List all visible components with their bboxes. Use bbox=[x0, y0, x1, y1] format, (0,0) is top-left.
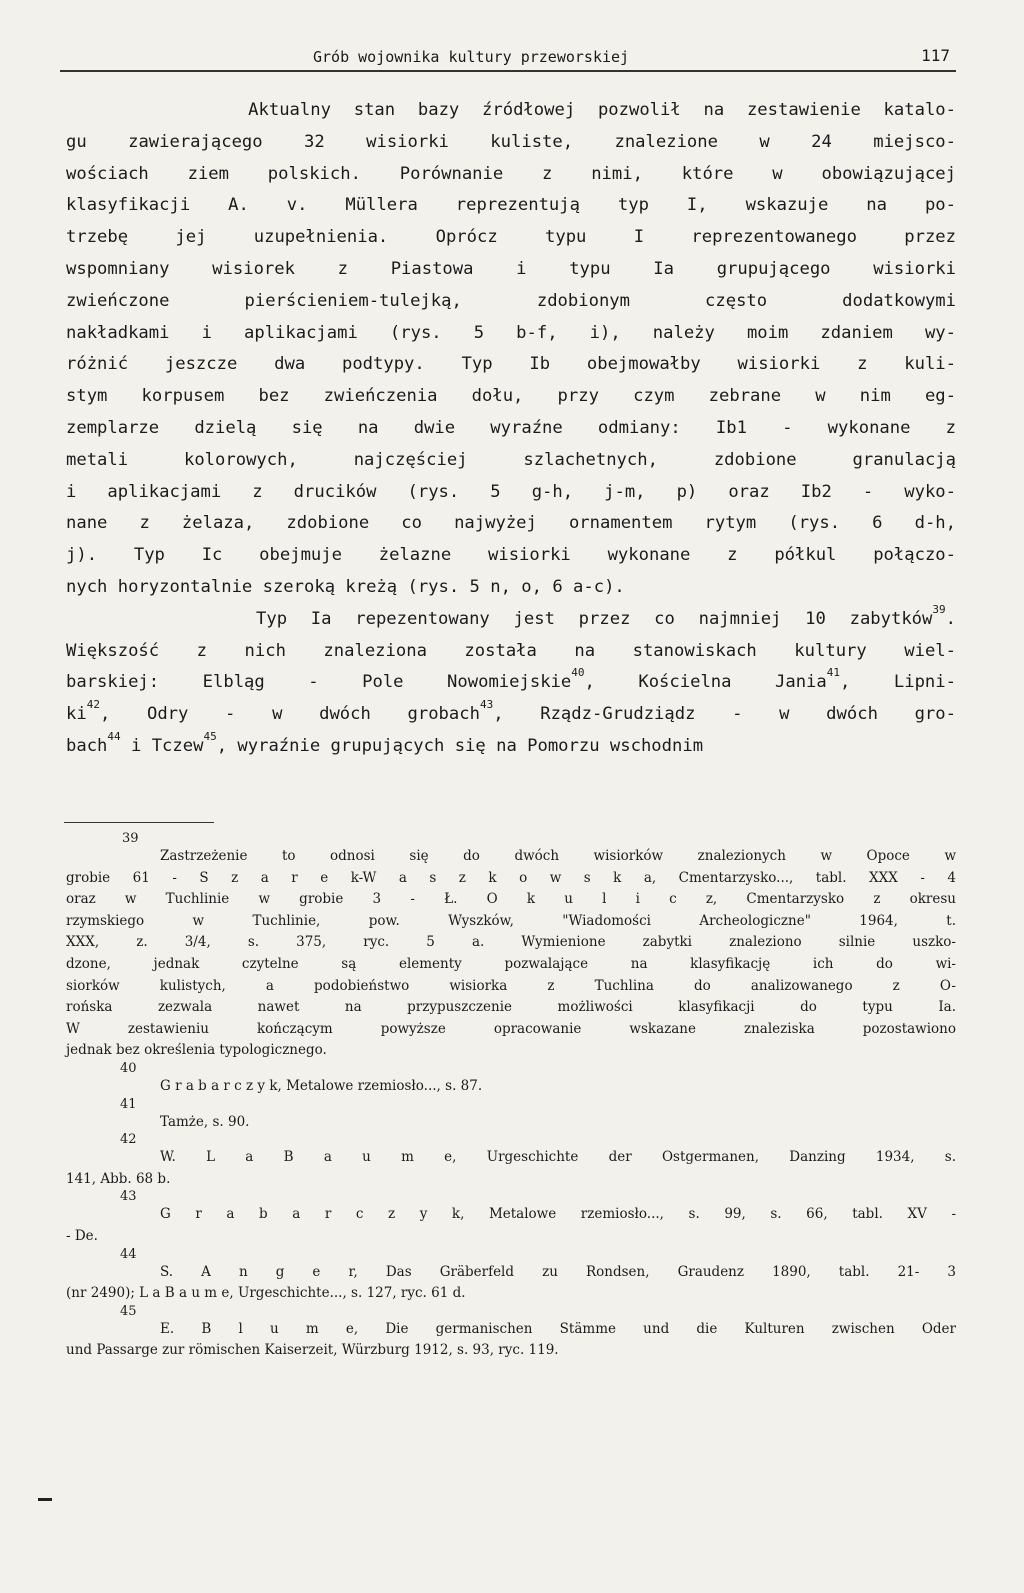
footnote-line: rońska zezwala nawet na przypuszczenie możliwości klasyfikacji do typu Ia. bbox=[66, 999, 956, 1016]
footnote-45 bbox=[66, 1305, 956, 1362]
line-tail: , Rządz-Grudziądz - w dwóch gro- bbox=[493, 704, 956, 725]
text-line bbox=[66, 159, 956, 191]
text-line: nych horyzontalnie szeroką kreżą (rys. 5 n, o, 6 a-c). bbox=[66, 576, 625, 597]
footnote-line: G r a b a r c z y k, Metalowe rzemiosło..., s. 99, s. 66, tabl. XV - bbox=[160, 1206, 956, 1223]
footnote-rule bbox=[64, 822, 214, 823]
footnote-42 bbox=[66, 1133, 956, 1190]
line-tail: . bbox=[945, 608, 956, 629]
line-start: bach bbox=[66, 735, 108, 756]
footnote-number: 42 bbox=[120, 1132, 137, 1148]
footnote-line: 141, Abb. 68 b. bbox=[66, 1170, 171, 1187]
footnote-number: 43 bbox=[120, 1189, 137, 1205]
footnote-number: 41 bbox=[120, 1096, 137, 1112]
footnote-line: S. A n g e r, Das Gräberfeld zu Rondsen, Graudenz 1890, tabl. 21- 3 bbox=[160, 1263, 956, 1280]
footnote-40 bbox=[66, 1062, 956, 1098]
main-text bbox=[66, 95, 956, 763]
line-start: ki bbox=[66, 704, 87, 725]
footnote-line: E. B l u m e, Die germanischen Stämme und die Kulturen zwischen Oder bbox=[160, 1320, 956, 1337]
footnote-ref[interactable]: 43 bbox=[479, 698, 494, 712]
text-line: metali kolorowych, najczęściej szlachetnych, zdobione granulacją bbox=[66, 449, 956, 470]
footnote-line: - De. bbox=[66, 1227, 98, 1244]
footnote-line: rzymskiego w Tuchlinie, pow. Wyszków, "Wiadomości Archeologiczne" 1964, t. bbox=[66, 912, 956, 929]
header-rule bbox=[60, 70, 956, 72]
footnote-line: Tamże, s. 90. bbox=[160, 1113, 250, 1130]
text-line: nakładkami i aplikacjami (rys. 5 b-f, i), należy moim zdaniem wy- bbox=[66, 322, 956, 343]
text-line-3: wościach ziem polskich. Porównanie z nimi, które w obowiązującej bbox=[66, 163, 956, 184]
line-mid: , Kościelna Jania bbox=[584, 672, 827, 693]
footnote-line: siorków kulistych, a podobieństwo wisiorka z Tuchlina do analizowanego z O- bbox=[66, 977, 956, 994]
footnote-line: jednak bez określenia typologicznego. bbox=[66, 1042, 327, 1059]
margin-mark bbox=[38, 1498, 52, 1501]
text-line: Większość z nich znaleziona została na stanowiskach kultury wiel- bbox=[66, 640, 956, 661]
footnote-43 bbox=[66, 1190, 956, 1247]
text-line: klasyfikacji A. v. Müllera reprezentują typ I, wskazuje na po- bbox=[66, 195, 956, 216]
line-tail: , Lipni- bbox=[840, 672, 956, 693]
text-line: gu zawierającego 32 wisiorki kuliste, znalezione w 24 miejsco- bbox=[66, 131, 956, 152]
text-line: trzebę jej uzupełnienia. Oprócz typu I reprezentowanego przez bbox=[66, 227, 956, 248]
footnote-number: 39 bbox=[122, 831, 139, 846]
text-line: Aktualny stan bazy źródłowej pozwolił na zestawienie katalo- bbox=[66, 100, 956, 120]
text-line: wspomniany wisiorek z Piastowa i typu Ia grupującego wisiorki bbox=[66, 258, 956, 279]
footnote-44 bbox=[66, 1248, 956, 1305]
text-line: stym korpusem bez zwieńczenia dołu, przy czym zebrane w nim eg- bbox=[66, 386, 956, 407]
text-line bbox=[66, 604, 956, 636]
text-line: i aplikacjami z drucików (rys. 5 g-h, j-m, p) oraz Ib2 - wyko- bbox=[66, 481, 956, 502]
line-tail: , wyraźnie grupujących się na Pomorzu wschodnim bbox=[216, 735, 704, 756]
footnote-number: 44 bbox=[120, 1246, 137, 1262]
footnote-line: und Passarge zur römischen Kaiserzeit, Würzburg 1912, s. 93, ryc. 119. bbox=[66, 1342, 559, 1359]
text-line: zwieńczone pierścieniem-tulejką, zdobionym często dodatkowymi bbox=[66, 290, 956, 311]
footnote-ref[interactable]: 44 bbox=[107, 729, 121, 743]
text-line bbox=[66, 699, 956, 731]
footnote-line: (nr 2490); L a B a u m e, Urgeschichte..., s. 127, ryc. 61 d. bbox=[66, 1285, 466, 1302]
text-line: nane z żelaza, zdobione co najwyżej ornamentem rytym (rys. 6 d-h, bbox=[66, 513, 956, 534]
running-header bbox=[60, 44, 956, 70]
footnote-line: Zastrzeżenie to odnosi się do dwóch wisiorków znalezionych w Opoce w bbox=[160, 848, 956, 864]
text-line: zemplarze dzielą się na dwie wyraźne odmiany: Ib1 - wykonane z bbox=[66, 417, 956, 438]
footnote-ref[interactable]: 42 bbox=[86, 698, 100, 712]
line-mid: i Tczew bbox=[120, 735, 204, 756]
footnote-41 bbox=[66, 1098, 956, 1134]
footnote-39 bbox=[66, 832, 956, 1062]
footnote-ref[interactable]: 41 bbox=[826, 666, 841, 680]
footnote-ref[interactable]: 45 bbox=[203, 729, 217, 743]
line-start: barskiej: Elbląg - Pole Nowomiejskie bbox=[66, 672, 572, 693]
footnote-line: W. L a B a u m e, Urgeschichte der Ostgermanen, Danzing 1934, s. bbox=[160, 1149, 956, 1166]
footnote-line: G r a b a r c z y k, Metalowe rzemiosło..., s. 87. bbox=[160, 1077, 483, 1094]
footnote-ref[interactable]: 39 bbox=[932, 602, 946, 616]
running-title: Grób wojownika kultury przeworskiej bbox=[313, 48, 630, 66]
footnote-ref[interactable]: 40 bbox=[571, 666, 585, 680]
text-line: j). Typ Ic obejmuje żelazne wisiorki wykonane z półkul połączo- bbox=[66, 545, 956, 566]
text-line bbox=[66, 731, 956, 763]
footnote-line: dzone, jednak czytelne są elementy pozwalające na klasyfikację ich do wi- bbox=[66, 955, 956, 972]
text-line bbox=[66, 667, 956, 699]
footnote-line: XXX, z. 3/4, s. 375, ryc. 5 a. Wymienione zabytki znaleziono silnie uszko- bbox=[66, 934, 956, 951]
footnote-line: oraz w Tuchlinie w grobie 3 - Ł. O k u l i c z, Cmentarzysko z okresu bbox=[66, 891, 956, 908]
footnotes bbox=[66, 832, 956, 1362]
text-line-17: Typ Ia repezentowany jest przez co najmniej 10 zabytków bbox=[66, 608, 933, 629]
footnote-number: 40 bbox=[120, 1060, 137, 1076]
page-number: 117 bbox=[921, 46, 950, 65]
line-mid: , Odry - w dwóch grobach bbox=[99, 704, 480, 725]
footnote-line: W zestawieniu kończącym powyższe opracowanie wskazane znaleziska pozostawiono bbox=[66, 1020, 956, 1037]
footnote-line: grobie 61 - S z a r e k-W a s z k o w s k a, Cmentarzysko..., tabl. XXX - 4 bbox=[66, 869, 956, 886]
footnote-number: 45 bbox=[120, 1303, 137, 1319]
text-line: różnić jeszcze dwa podtypy. Typ Ib obejmowałby wisiorki z kuli- bbox=[66, 354, 956, 375]
